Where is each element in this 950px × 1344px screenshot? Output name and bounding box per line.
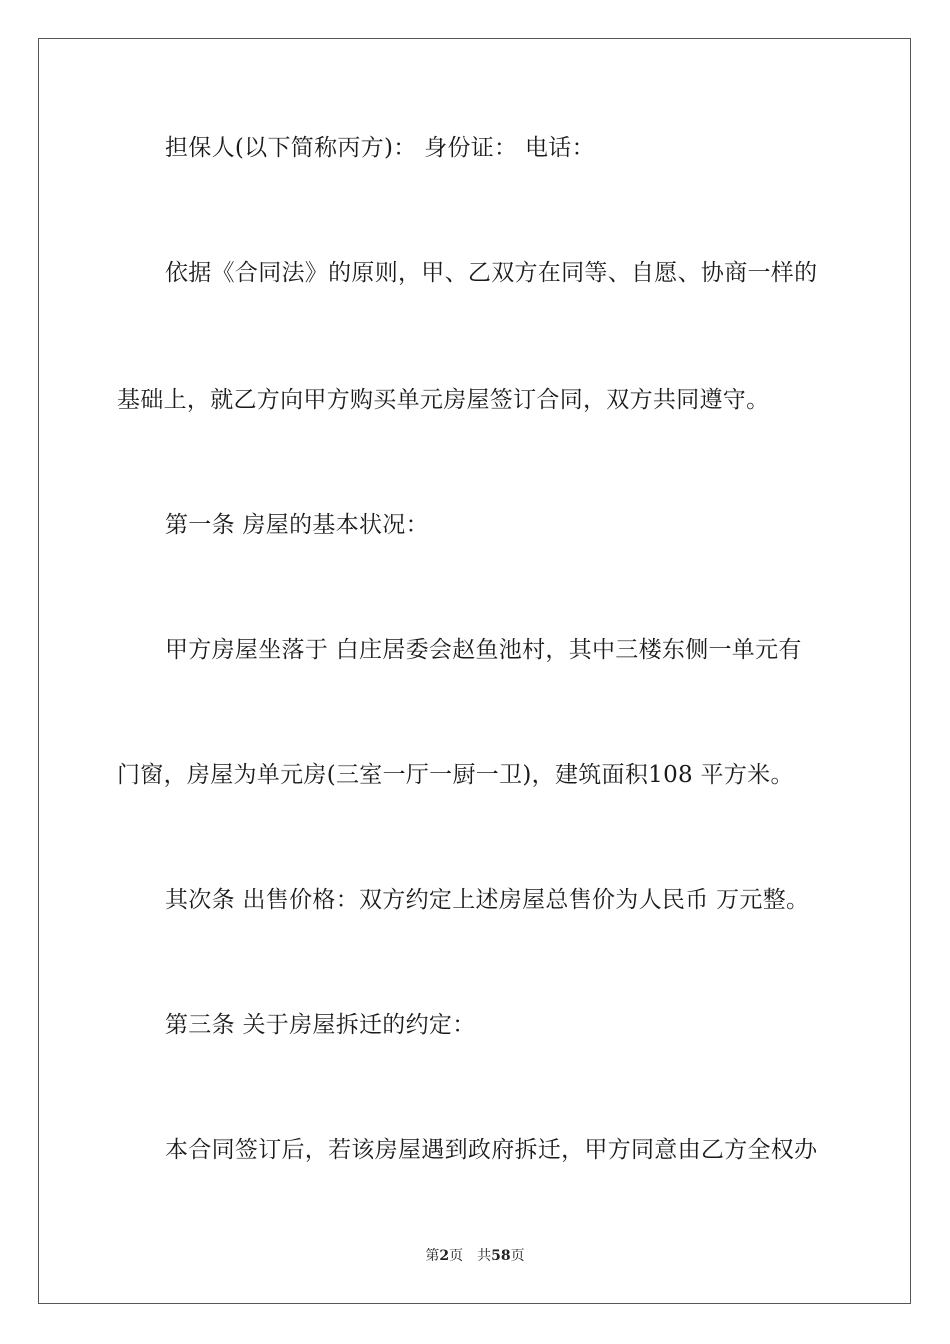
page-suffix: 页 (449, 1248, 464, 1264)
article-1-heading: 第一条 房屋的基本状况： (165, 512, 429, 538)
total-prefix: 共 (477, 1248, 492, 1264)
article-1-text-line-2: 门窗，房屋为单元房(三室一厅一厨一卫)，建筑面积108 平方米。 (117, 762, 794, 788)
article-1-text-line-1: 甲方房屋坐落于 白庄居委会赵鱼池村，其中三楼东侧一单元有 (165, 637, 802, 663)
total-suffix: 页 (510, 1248, 525, 1264)
preamble-line-2: 基础上，就乙方向甲方购买单元房屋签订合同，双方共同遵守。 (117, 387, 770, 413)
article-3-heading: 第三条 关于房屋拆迁的约定： (165, 1012, 476, 1038)
page-border (38, 38, 911, 1304)
article-3-text-line-1: 本合同签订后，若该房屋遇到政府拆迁，甲方同意由乙方全权办 (165, 1137, 818, 1163)
total-pages-number: 58 (491, 1248, 511, 1264)
guarantor-line: 担保人(以下简称丙方)： 身份证： 电话： (165, 135, 595, 161)
current-page-number: 2 (439, 1248, 450, 1264)
preamble-line-1: 依据《合同法》的原则，甲、乙双方在同等、自愿、协商一样的 (165, 260, 818, 286)
article-2-price: 其次条 出售价格：双方约定上述房屋总售价为人民币 万元整。 (165, 887, 810, 913)
page-prefix: 第 (425, 1248, 440, 1264)
page-footer (0, 1247, 950, 1265)
